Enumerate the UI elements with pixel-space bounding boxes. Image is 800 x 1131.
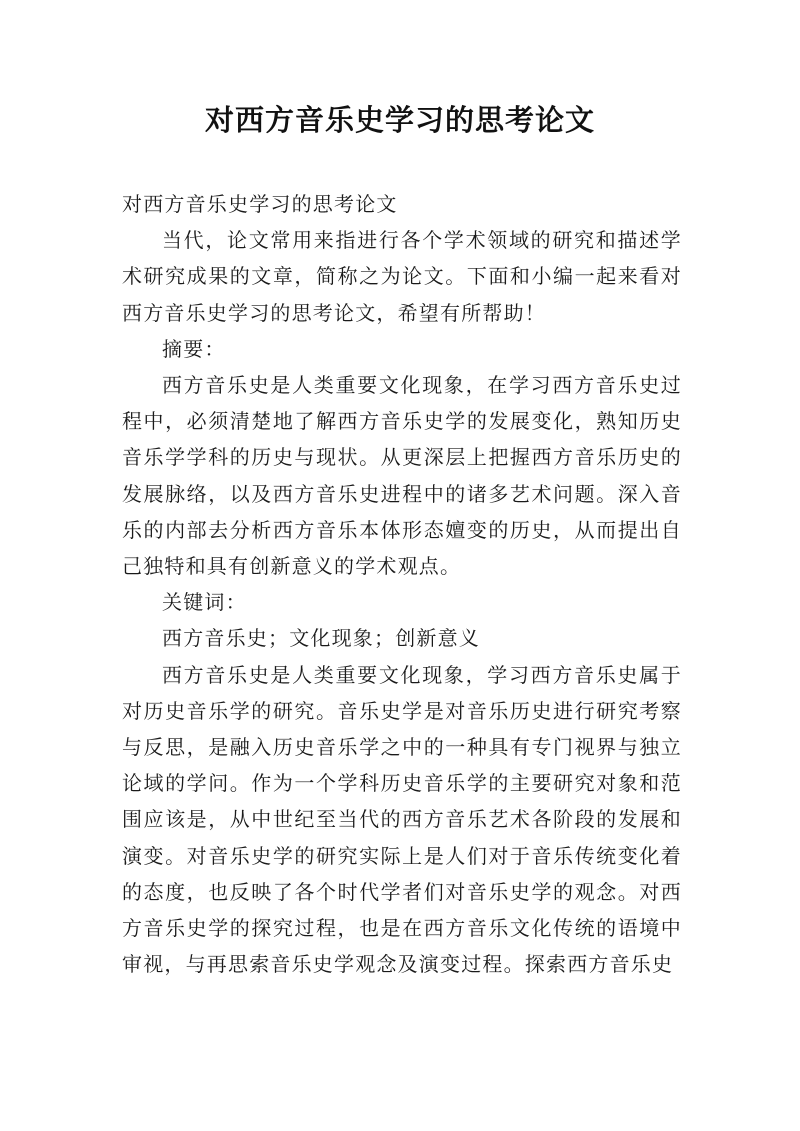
- paragraph-abstract-heading: 摘要：: [162, 336, 226, 361]
- paragraph-abstract: 西方音乐史是人类重要文化现象，在学习西方音乐史过程中，必须清楚地了解西方音乐史学的发展变化，熟知历史音乐学学科的历史与现状。从更深层上把握西方音乐历史的发展脉络，以及西方音乐史进程中的诸多艺术问题。深入音乐的内部去分析西方音乐本体形态嬗变的历史，从而提出自己独特和具有创新意义的学术观点。: [122, 373, 682, 579]
- paragraph-keywords-heading: 关键词：: [162, 590, 247, 615]
- document-title: 对西方音乐史学习的思考论文: [204, 103, 595, 137]
- document-body: [122, 186, 682, 982]
- paragraph-subtitle: 对西方音乐史学习的思考论文: [122, 192, 398, 216]
- paragraph-intro: 当代，论文常用来指进行各个学术领域的研究和描述学术研究成果的文章，简称之为论文。下面和小编一起来看对西方音乐史学习的思考论文，希望有所帮助！: [122, 228, 682, 325]
- paragraph-keywords: 西方音乐史；文化现象；创新意义: [162, 626, 480, 651]
- paragraph-main: 西方音乐史是人类重要文化现象，学习西方音乐史属于对历史音乐学的研究。音乐史学是对音乐历史进行研究考察与反思，是融入历史音乐学之中的一种具有专门视界与独立论域的学问。作为一个学科历史音乐学的主要研究对象和范围应该是，从中世纪至当代的西方音乐艺术各阶段的发展和演变。对音乐史学的研究实际上是人们对于音乐传统变化着的态度，也反映了各个时代学者们对音乐史学的观念。对西方音乐史学的探究过程，也是在西方音乐文化传统的语境中审视，与再思索音乐史学观念及演变过程。探索西方音乐史: [122, 662, 682, 977]
